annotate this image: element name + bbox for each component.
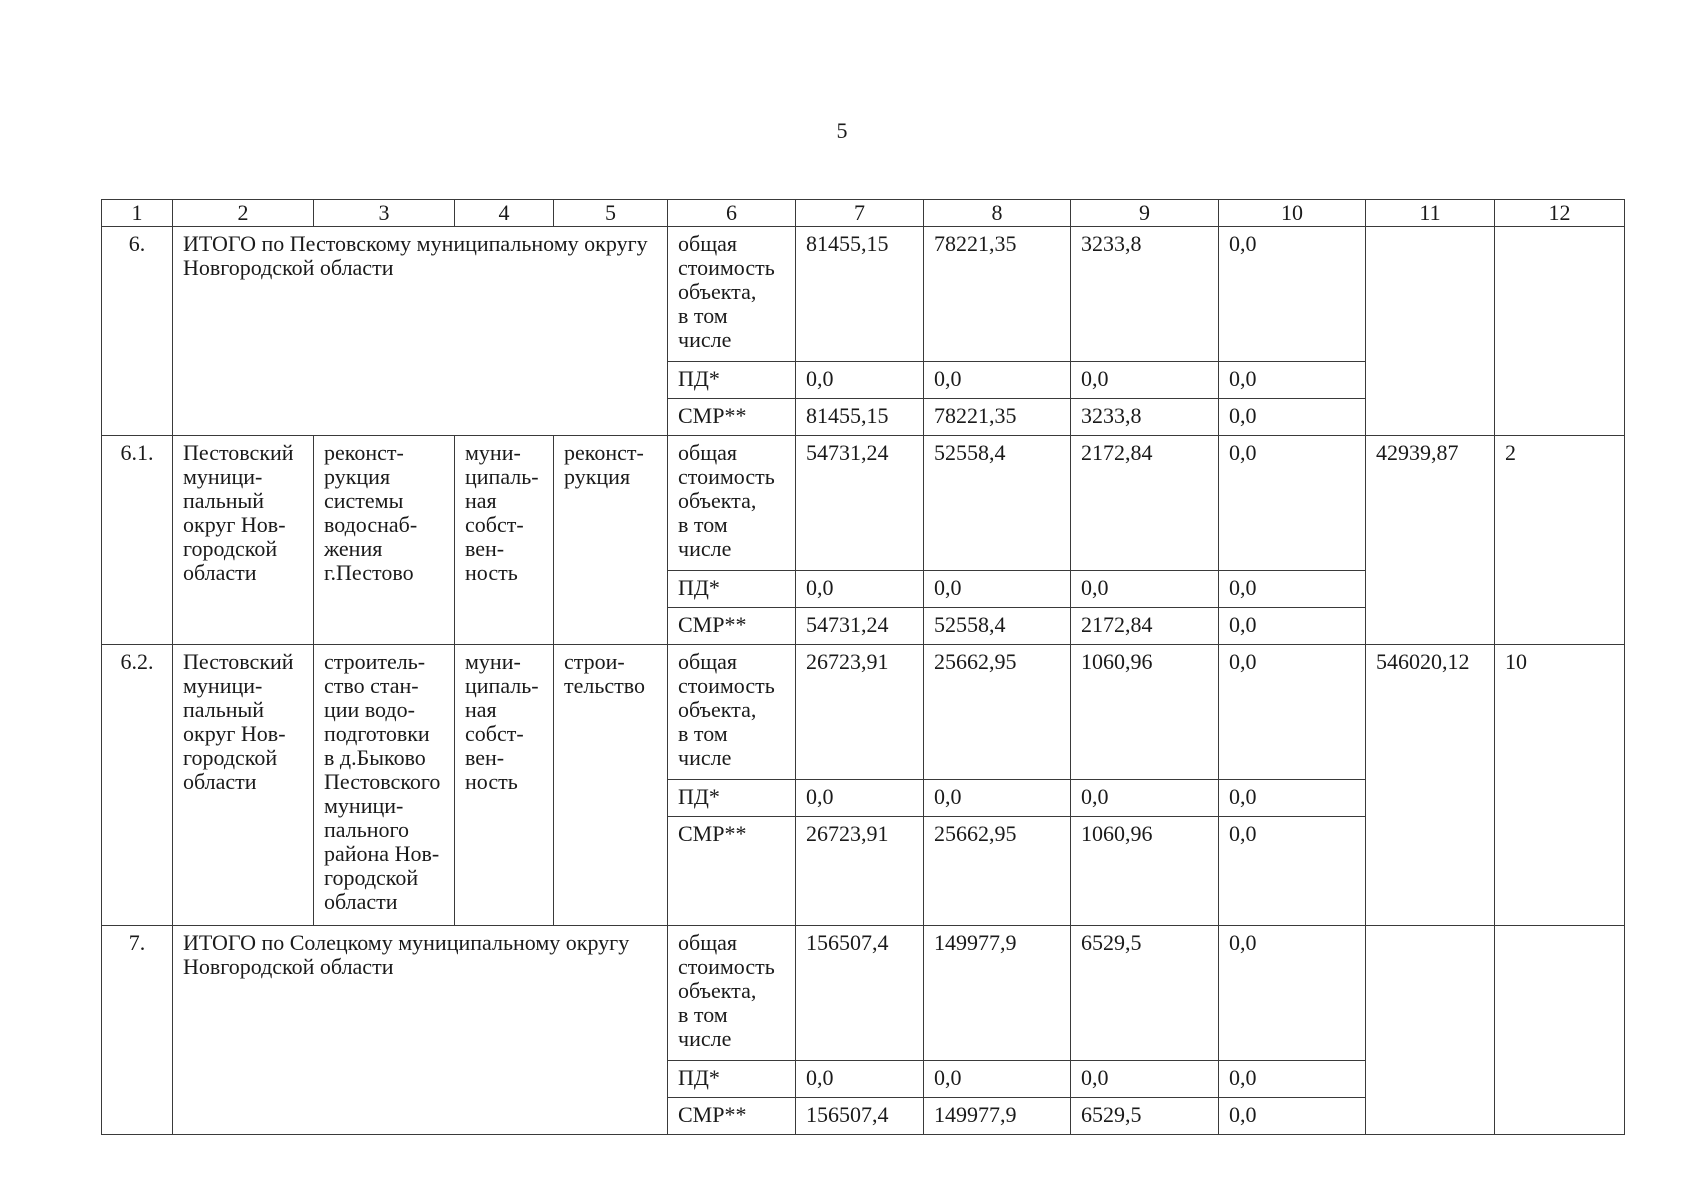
value-cell: 6529,5 bbox=[1071, 1098, 1219, 1135]
value-cell: 0,0 bbox=[1219, 436, 1366, 571]
column-header: 9 bbox=[1071, 200, 1219, 227]
value-cell: 156507,4 bbox=[796, 926, 924, 1061]
value-cell: 0,0 bbox=[796, 780, 924, 817]
value-cell: 0,0 bbox=[924, 571, 1071, 608]
table-row bbox=[102, 436, 1625, 571]
value-cell: 149977,9 bbox=[924, 1098, 1071, 1135]
column-header: 4 bbox=[455, 200, 554, 227]
value-cell: 0,0 bbox=[1219, 362, 1366, 399]
total-title: ИТОГО по Солецкому муниципальному округу Новгородской области bbox=[173, 926, 668, 1135]
row-number: 6.2. bbox=[102, 645, 173, 926]
value-cell bbox=[1366, 227, 1495, 436]
value-cell: 0,0 bbox=[796, 362, 924, 399]
table-row bbox=[102, 227, 1625, 362]
object-name-cell: строитель- ство стан- ции водо- подготовки в д.Быково Пестовского муници- пального района Нов- городской области bbox=[314, 645, 455, 926]
value-cell: 0,0 bbox=[796, 1061, 924, 1098]
column-header: 6 bbox=[668, 200, 796, 227]
total-title: ИТОГО по Пестовскому муниципальному округу Новгородской области bbox=[173, 227, 668, 436]
value-cell: 25662,95 bbox=[924, 645, 1071, 780]
header-row bbox=[102, 200, 1625, 227]
row-number: 7. bbox=[102, 926, 173, 1135]
value-cell: 6529,5 bbox=[1071, 926, 1219, 1061]
value-cell: 156507,4 bbox=[796, 1098, 924, 1135]
value-cell: 0,0 bbox=[1219, 780, 1366, 817]
cost-label: ПД* bbox=[668, 571, 796, 608]
value-cell: 3233,8 bbox=[1071, 227, 1219, 362]
value-cell: 0,0 bbox=[924, 362, 1071, 399]
column-header: 12 bbox=[1495, 200, 1625, 227]
value-cell: 0,0 bbox=[1219, 227, 1366, 362]
cost-label: общая стоимость объекта, в том числе bbox=[668, 436, 796, 571]
value-cell: 0,0 bbox=[1219, 817, 1366, 926]
value-cell: 0,0 bbox=[1219, 926, 1366, 1061]
value-cell: 81455,15 bbox=[796, 227, 924, 362]
value-cell: 0,0 bbox=[924, 1061, 1071, 1098]
value-cell: 52558,4 bbox=[924, 436, 1071, 571]
value-cell: 2172,84 bbox=[1071, 436, 1219, 571]
column-header: 2 bbox=[173, 200, 314, 227]
value-cell: 0,0 bbox=[1219, 608, 1366, 645]
value-cell: 1060,96 bbox=[1071, 645, 1219, 780]
cost-label: общая стоимость объекта, в том числе bbox=[668, 645, 796, 780]
value-cell: 0,0 bbox=[1219, 645, 1366, 780]
value-cell: 81455,15 bbox=[796, 399, 924, 436]
row-number: 6.1. bbox=[102, 436, 173, 645]
value-cell: 26723,91 bbox=[796, 817, 924, 926]
value-cell: 2 bbox=[1495, 436, 1625, 645]
cost-label: СМР** bbox=[668, 1098, 796, 1135]
cost-label: общая стоимость объекта, в том числе bbox=[668, 926, 796, 1061]
page-number: 5 bbox=[836, 118, 848, 143]
column-header: 10 bbox=[1219, 200, 1366, 227]
column-header: 8 bbox=[924, 200, 1071, 227]
column-header: 7 bbox=[796, 200, 924, 227]
value-cell: 26723,91 bbox=[796, 645, 924, 780]
value-cell: 0,0 bbox=[1071, 571, 1219, 608]
value-cell: 78221,35 bbox=[924, 399, 1071, 436]
object-name-cell: реконст- рукция системы водоснаб- жения г.Пестово bbox=[314, 436, 455, 645]
cost-label: СМР** bbox=[668, 399, 796, 436]
cost-label: ПД* bbox=[668, 780, 796, 817]
investment-table bbox=[101, 199, 1625, 1135]
value-cell bbox=[1366, 926, 1495, 1135]
cost-label: ПД* bbox=[668, 1061, 796, 1098]
value-cell: 0,0 bbox=[1071, 780, 1219, 817]
value-cell: 42939,87 bbox=[1366, 436, 1495, 645]
column-header: 5 bbox=[554, 200, 668, 227]
value-cell: 149977,9 bbox=[924, 926, 1071, 1061]
row-number: 6. bbox=[102, 227, 173, 436]
municipality-cell: Пестовский муници- пальный округ Нов- городской области bbox=[173, 645, 314, 926]
value-cell: 54731,24 bbox=[796, 608, 924, 645]
value-cell bbox=[1495, 227, 1625, 436]
work-type-cell: реконст- рукция bbox=[554, 436, 668, 645]
value-cell bbox=[1495, 926, 1625, 1135]
value-cell: 0,0 bbox=[1071, 362, 1219, 399]
column-header: 11 bbox=[1366, 200, 1495, 227]
value-cell: 52558,4 bbox=[924, 608, 1071, 645]
value-cell: 0,0 bbox=[1219, 1061, 1366, 1098]
ownership-cell: муни- ципаль- ная собст- вен- ность bbox=[455, 436, 554, 645]
value-cell: 0,0 bbox=[1219, 1098, 1366, 1135]
municipality-cell: Пестовский муници- пальный округ Нов- городской области bbox=[173, 436, 314, 645]
value-cell: 54731,24 bbox=[796, 436, 924, 571]
value-cell: 0,0 bbox=[1219, 399, 1366, 436]
cost-label: СМР** bbox=[668, 817, 796, 926]
cost-label: СМР** bbox=[668, 608, 796, 645]
value-cell: 0,0 bbox=[924, 780, 1071, 817]
value-cell: 0,0 bbox=[796, 571, 924, 608]
table-row bbox=[102, 926, 1625, 1061]
column-header: 1 bbox=[102, 200, 173, 227]
table-row bbox=[102, 645, 1625, 780]
value-cell: 10 bbox=[1495, 645, 1625, 926]
ownership-cell: муни- ципаль- ная собст- вен- ность bbox=[455, 645, 554, 926]
value-cell: 2172,84 bbox=[1071, 608, 1219, 645]
value-cell: 78221,35 bbox=[924, 227, 1071, 362]
value-cell: 1060,96 bbox=[1071, 817, 1219, 926]
value-cell: 3233,8 bbox=[1071, 399, 1219, 436]
value-cell: 546020,12 bbox=[1366, 645, 1495, 926]
cost-label: ПД* bbox=[668, 362, 796, 399]
work-type-cell: строи- тельство bbox=[554, 645, 668, 926]
column-header: 3 bbox=[314, 200, 455, 227]
value-cell: 0,0 bbox=[1071, 1061, 1219, 1098]
value-cell: 0,0 bbox=[1219, 571, 1366, 608]
value-cell: 25662,95 bbox=[924, 817, 1071, 926]
cost-label: общая стоимость объекта, в том числе bbox=[668, 227, 796, 362]
